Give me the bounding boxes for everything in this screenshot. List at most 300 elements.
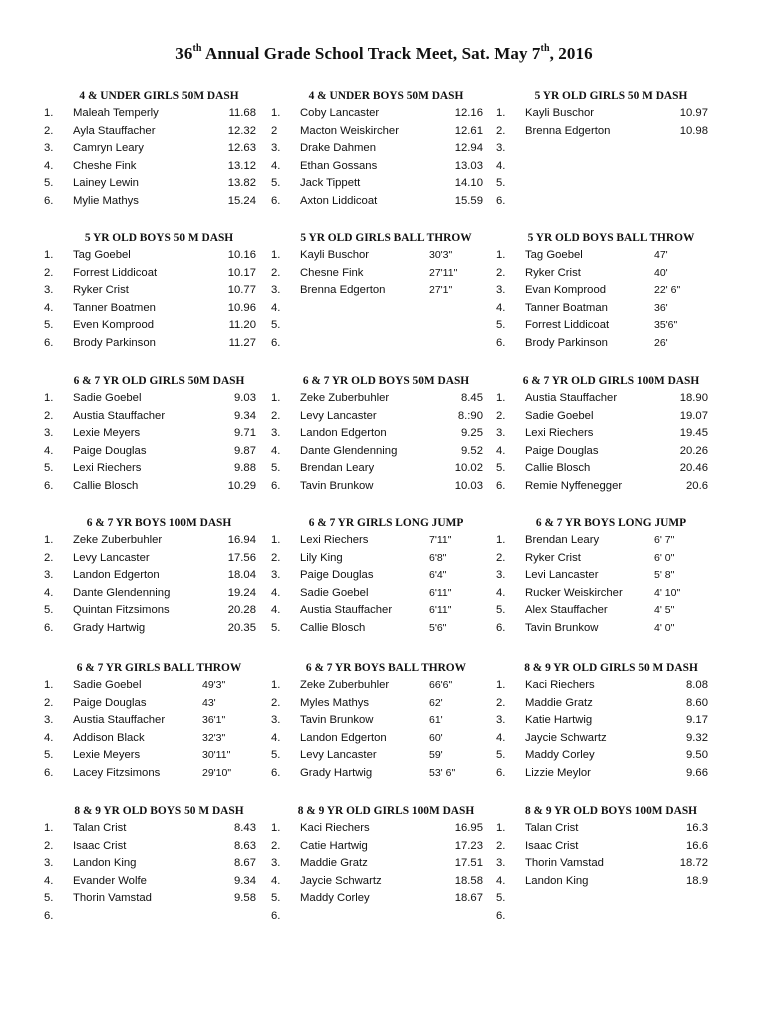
title-part: 36 — [175, 44, 193, 63]
result-row — [271, 532, 501, 550]
result-row — [44, 300, 274, 318]
event-title: 8 & 9 YR OLD BOYS 100M DASH — [524, 805, 698, 817]
result-row — [271, 695, 501, 713]
result-mark: 30'3" — [429, 249, 453, 261]
athlete-name: Paige Douglas — [525, 444, 599, 457]
placing: 1. — [271, 534, 281, 546]
result-row — [271, 282, 501, 300]
athlete-name: Forrest Liddicoat — [525, 319, 610, 332]
result-row — [271, 873, 501, 891]
placing: 3. — [271, 569, 281, 582]
result-row — [44, 873, 274, 891]
athlete-name: Alex Stauffacher — [525, 604, 608, 617]
result-mark: 60' — [429, 731, 443, 744]
result-row — [496, 567, 726, 585]
placing: 6. — [44, 621, 54, 634]
event-title: 6 & 7 YR BOYS LONG JUMP — [535, 517, 687, 529]
placing: 2. — [496, 266, 506, 279]
athlete-name: Catie Hartwig — [300, 839, 368, 852]
athlete-name: Landon Edgerton — [300, 427, 387, 440]
result-row — [271, 908, 501, 926]
result-row — [496, 443, 726, 461]
result-row — [44, 140, 274, 158]
placing: 1. — [496, 249, 506, 261]
placing: 1. — [496, 679, 506, 691]
event-title: 6 & 7 YR GIRLS LONG JUMP — [308, 517, 464, 529]
result-mark: 43' — [202, 696, 216, 709]
event-title: 6 & 7 YR BOYS 100M DASH — [86, 517, 232, 529]
athlete-name: Austia Stauffacher — [300, 604, 393, 617]
result-row — [496, 908, 726, 926]
athlete-name: Camryn Leary — [73, 142, 144, 155]
result-mark: 4' 5" — [654, 604, 675, 617]
placing: 2. — [271, 409, 281, 422]
placing: 3. — [44, 714, 54, 727]
placing: 3. — [496, 142, 506, 155]
placing: 3. — [496, 569, 506, 582]
event-title: 8 & 9 YR OLD GIRLS 50 M DASH — [524, 662, 698, 674]
result-mark: 17.51 — [454, 857, 483, 870]
result-row — [496, 747, 726, 765]
result-row — [271, 408, 501, 426]
result-mark: 12.16 — [454, 107, 483, 119]
result-row — [44, 247, 274, 265]
athlete-name: Coby Lancaster — [300, 107, 380, 119]
athlete-name: Ethan Gossans — [300, 159, 378, 172]
athlete-name: Isaac Crist — [73, 839, 127, 852]
placing: 1. — [271, 107, 281, 119]
result-row — [271, 855, 501, 873]
athlete-name: Zeke Zuberbuhler — [300, 392, 390, 404]
placing: 5. — [496, 177, 506, 190]
result-row — [44, 532, 274, 550]
placing: 6. — [44, 479, 54, 492]
result-row — [496, 140, 726, 158]
placing: 4. — [271, 159, 281, 172]
event-section — [271, 230, 501, 353]
result-mark: 19.45 — [679, 427, 708, 440]
athlete-name: Lizzie Meylor — [525, 766, 591, 779]
result-row — [271, 300, 501, 318]
result-row — [496, 193, 726, 211]
athlete-name: Levy Lancaster — [300, 409, 377, 422]
athlete-name: Thorin Vamstad — [525, 857, 604, 870]
placing: 2. — [496, 124, 506, 137]
result-row — [271, 585, 501, 603]
result-mark: 40' — [654, 266, 668, 279]
athlete-name: Brenna Edgerton — [525, 124, 611, 137]
event-title: 4 & UNDER GIRLS 50M DASH — [79, 90, 239, 102]
result-mark: 61' — [429, 714, 443, 727]
result-row — [44, 335, 274, 353]
placing: 5. — [496, 749, 506, 762]
result-row — [496, 478, 726, 496]
placing: 1. — [44, 679, 54, 691]
placing: 4. — [496, 444, 506, 457]
result-mark: 6'4" — [429, 569, 447, 582]
result-mark: 9.03 — [234, 392, 256, 404]
result-row — [496, 105, 726, 123]
result-row — [271, 712, 501, 730]
placing: 6. — [496, 909, 506, 922]
result-row — [44, 747, 274, 765]
result-mark: 20.46 — [679, 462, 708, 475]
placing: 5. — [271, 621, 281, 634]
placing: 5. — [44, 749, 54, 762]
event-title: 8 & 9 YR OLD GIRLS 100M DASH — [297, 805, 475, 817]
result-mark: 62' — [429, 696, 443, 709]
result-mark: 30'11" — [202, 749, 231, 762]
result-row — [271, 747, 501, 765]
result-mark: 12.63 — [227, 142, 256, 155]
result-row — [271, 602, 501, 620]
result-row — [271, 890, 501, 908]
athlete-name: Jack Tippett — [300, 177, 361, 190]
athlete-name: Quintan Fitzsimons — [73, 604, 170, 617]
event-section — [496, 230, 726, 353]
result-row — [44, 730, 274, 748]
placing: 4. — [496, 874, 506, 887]
athlete-name: Callie Blosch — [525, 462, 591, 475]
result-mark: 49'3" — [202, 679, 226, 691]
placing: 3. — [496, 427, 506, 440]
athlete-name: Lexi Riechers — [300, 534, 369, 546]
placing: 1. — [271, 679, 281, 691]
placing: 4. — [44, 301, 54, 314]
result-row — [44, 890, 274, 908]
result-mark: 19.24 — [227, 586, 256, 599]
athlete-name: Levy Lancaster — [300, 749, 377, 762]
result-mark: 8.:90 — [457, 409, 483, 422]
placing: 6. — [271, 766, 281, 779]
result-mark: 4' 10" — [654, 586, 681, 599]
event-section — [496, 660, 726, 783]
result-row — [496, 765, 726, 783]
result-mark: 10.98 — [679, 124, 708, 137]
athlete-name: Brendan Leary — [525, 534, 600, 546]
athlete-name: Tag Goebel — [525, 249, 583, 261]
placing: 3. — [271, 857, 281, 870]
result-mark: 9.50 — [686, 749, 708, 762]
athlete-name: Lainey Lewin — [73, 177, 139, 190]
result-row — [44, 602, 274, 620]
placing: 3. — [271, 142, 281, 155]
athlete-name: Rucker Weiskircher — [525, 586, 623, 599]
athlete-name: Remie Nyffenegger — [525, 479, 623, 492]
placing: 2. — [496, 551, 506, 564]
result-mark: 9.87 — [234, 444, 256, 457]
result-mark: 17.23 — [454, 839, 483, 852]
result-row — [496, 730, 726, 748]
placing: 2. — [44, 124, 54, 137]
result-mark: 12.32 — [227, 124, 256, 137]
athlete-name: Kayli Buschor — [300, 249, 370, 261]
placing: 3. — [496, 714, 506, 727]
placing: 4. — [44, 444, 54, 457]
result-mark: 36'1" — [202, 714, 226, 727]
placing: 3. — [271, 284, 281, 297]
placing: 5. — [496, 319, 506, 332]
placing: 3. — [44, 284, 54, 297]
athlete-name: Brendan Leary — [300, 462, 375, 475]
result-row — [271, 443, 501, 461]
athlete-name: Landon King — [73, 857, 137, 870]
result-mark: 22' 6" — [654, 284, 681, 297]
result-row — [271, 425, 501, 443]
event-section — [44, 803, 274, 926]
placing: 4. — [496, 586, 506, 599]
result-row — [44, 765, 274, 783]
event-section — [496, 88, 726, 211]
placing: 1. — [44, 392, 54, 404]
result-mark: 8.63 — [234, 839, 256, 852]
result-row — [496, 677, 726, 695]
result-row — [44, 620, 274, 638]
result-row — [271, 247, 501, 265]
result-row — [44, 585, 274, 603]
result-mark: 8.60 — [686, 696, 708, 709]
result-mark: 18.90 — [679, 392, 708, 404]
athlete-name: Paige Douglas — [73, 696, 147, 709]
result-mark: 32'3" — [202, 731, 226, 744]
placing: 1. — [44, 822, 54, 834]
result-row — [44, 838, 274, 856]
athlete-name: Lily King — [300, 551, 343, 564]
event-section — [44, 515, 274, 638]
athlete-name: Landon Edgerton — [73, 569, 160, 582]
event-section — [271, 515, 501, 638]
athlete-name: Tanner Boatmen — [73, 301, 156, 314]
result-mark: 10.16 — [227, 249, 256, 261]
placing: 6. — [271, 336, 281, 349]
athlete-name: Austia Stauffacher — [73, 714, 166, 727]
placing: 3. — [271, 714, 281, 727]
placing: 1. — [496, 392, 506, 404]
result-mark: 9.58 — [234, 892, 256, 905]
placing: 4. — [44, 874, 54, 887]
athlete-name: Kaci Riechers — [300, 822, 370, 834]
placing: 6. — [44, 336, 54, 349]
athlete-name: Lexie Meyers — [73, 427, 141, 440]
athlete-name: Maleah Temperly — [73, 107, 159, 119]
placing: 2. — [44, 839, 54, 852]
placing: 2. — [271, 551, 281, 564]
athlete-name: Sadie Goebel — [73, 679, 142, 691]
athlete-name: Evander Wolfe — [73, 874, 147, 887]
athlete-name: Austia Stauffacher — [73, 409, 166, 422]
result-mark: 18.67 — [454, 892, 483, 905]
athlete-name: Tanner Boatman — [525, 301, 608, 314]
placing: 5. — [271, 749, 281, 762]
athlete-name: Jaycie Schwartz — [300, 874, 382, 887]
result-row — [271, 677, 501, 695]
result-row — [44, 478, 274, 496]
athlete-name: Lexie Meyers — [73, 749, 141, 762]
placing: 3. — [271, 427, 281, 440]
result-mark: 10.96 — [227, 301, 256, 314]
result-mark: 13.03 — [454, 159, 483, 172]
placing: 4. — [271, 586, 281, 599]
athlete-name: Cheshe Fink — [73, 159, 137, 172]
result-mark: 9.66 — [686, 766, 708, 779]
result-row — [44, 282, 274, 300]
result-mark: 47' — [654, 249, 668, 261]
athlete-name: Tavin Brunkow — [300, 479, 374, 492]
athlete-name: Ryker Crist — [525, 551, 581, 564]
placing: 6. — [44, 766, 54, 779]
result-mark: 20.26 — [679, 444, 708, 457]
result-row — [496, 390, 726, 408]
placing: 5. — [496, 892, 506, 905]
result-row — [496, 282, 726, 300]
event-section — [44, 373, 274, 496]
placing: 5. — [271, 462, 281, 475]
athlete-name: Grady Hartwig — [300, 766, 373, 779]
event-section — [44, 88, 274, 211]
result-mark: 9.34 — [234, 409, 256, 422]
result-row — [271, 265, 501, 283]
result-row — [44, 695, 274, 713]
result-mark: 8.45 — [461, 392, 483, 404]
placing: 6. — [44, 909, 54, 922]
result-mark: 20.28 — [227, 604, 256, 617]
title-part: , 2016 — [549, 44, 593, 63]
result-mark: 26' — [654, 336, 668, 349]
athlete-name: Lacey Fitzsimons — [73, 766, 161, 779]
athlete-name: Kaci Riechers — [525, 679, 595, 691]
result-row — [271, 158, 501, 176]
placing: 1. — [271, 249, 281, 261]
result-mark: 9.52 — [461, 444, 483, 457]
athlete-name: Kayli Buschor — [525, 107, 595, 119]
result-mark: 36' — [654, 301, 668, 314]
result-row — [44, 712, 274, 730]
result-mark: 16.3 — [686, 822, 708, 834]
athlete-name: Evan Komprood — [525, 284, 607, 297]
placing: 4. — [496, 731, 506, 744]
result-mark: 18.9 — [686, 874, 708, 887]
event-title: 6 & 7 YR GIRLS BALL THROW — [76, 662, 242, 674]
athlete-name: Landon Edgerton — [300, 731, 387, 744]
result-row — [496, 300, 726, 318]
athlete-name: Talan Crist — [73, 822, 127, 834]
result-row — [44, 105, 274, 123]
athlete-name: Maddie Gratz — [300, 857, 368, 870]
result-mark: 17.56 — [227, 551, 256, 564]
result-mark: 9.71 — [234, 427, 256, 440]
athlete-name: Ryker Crist — [525, 266, 581, 279]
result-row — [496, 532, 726, 550]
result-row — [496, 550, 726, 568]
placing: 2. — [271, 839, 281, 852]
placing: 2. — [44, 551, 54, 564]
placing: 1. — [44, 249, 54, 261]
placing: 2. — [496, 696, 506, 709]
placing: 1. — [496, 534, 506, 546]
athlete-name: Maddy Corley — [525, 749, 595, 762]
result-row — [496, 838, 726, 856]
event-section — [44, 230, 274, 353]
placing: 6. — [271, 909, 281, 922]
title-sup: th — [192, 43, 202, 55]
result-mark: 6' 7" — [654, 534, 675, 546]
athlete-name: Callie Blosch — [73, 479, 139, 492]
event-title: 5 YR OLD BOYS 50 M DASH — [84, 232, 234, 244]
event-section — [271, 88, 501, 211]
result-mark: 18.58 — [454, 874, 483, 887]
result-mark: 13.82 — [227, 177, 256, 190]
athlete-name: Axton Liddicoat — [300, 194, 378, 207]
event-section — [271, 373, 501, 496]
result-row — [496, 712, 726, 730]
athlete-name: Drake Dahmen — [300, 142, 376, 155]
event-title: 5 YR OLD GIRLS 50 M DASH — [534, 90, 688, 102]
result-mark: 6'11" — [429, 604, 452, 617]
result-mark: 12.94 — [454, 142, 483, 155]
athlete-name: Zeke Zuberbuhler — [300, 679, 390, 691]
athlete-name: Tavin Brunkow — [300, 714, 374, 727]
result-mark: 10.17 — [227, 266, 256, 279]
result-row — [496, 158, 726, 176]
result-row — [496, 425, 726, 443]
title-part: Annual Grade School Track Meet, Sat. May 7 — [201, 44, 541, 63]
result-mark: 29'10" — [202, 766, 232, 779]
result-mark: 27'11" — [429, 266, 458, 279]
placing: 2. — [44, 696, 54, 709]
result-mark: 35'6" — [654, 319, 678, 332]
athlete-name: Levi Lancaster — [525, 569, 599, 582]
placing: 6. — [496, 766, 506, 779]
placing: 4. — [44, 586, 54, 599]
athlete-name: Sadie Goebel — [300, 586, 369, 599]
result-mark: 18.72 — [679, 857, 708, 870]
athlete-name: Lexi Riechers — [73, 462, 142, 475]
result-row — [44, 408, 274, 426]
placing: 6. — [496, 336, 506, 349]
result-row — [44, 390, 274, 408]
placing: 3. — [44, 569, 54, 582]
placing: 6. — [271, 479, 281, 492]
athlete-name: Dante Glendenning — [73, 586, 171, 599]
result-mark: 27'1" — [429, 284, 453, 297]
event-title: 8 & 9 YR OLD BOYS 50 M DASH — [74, 805, 244, 817]
placing: 5. — [44, 604, 54, 617]
result-row — [496, 247, 726, 265]
result-row — [271, 550, 501, 568]
result-row — [44, 908, 274, 926]
result-row — [271, 175, 501, 193]
placing: 1. — [271, 392, 281, 404]
result-row — [496, 123, 726, 141]
title-sup: th — [540, 43, 550, 55]
result-row — [271, 620, 501, 638]
result-row — [271, 335, 501, 353]
result-mark: 5'6" — [429, 621, 447, 634]
placing: 2. — [496, 839, 506, 852]
athlete-name: Callie Blosch — [300, 621, 366, 634]
placing: 4. — [271, 604, 281, 617]
result-row — [496, 335, 726, 353]
placing: 3. — [496, 857, 506, 870]
result-row — [44, 425, 274, 443]
placing: 5. — [496, 604, 506, 617]
result-row — [271, 765, 501, 783]
result-mark: 16.95 — [454, 822, 483, 834]
placing: 5. — [44, 892, 54, 905]
result-mark: 9.17 — [686, 714, 708, 727]
result-mark: 7'11" — [429, 534, 452, 546]
result-row — [496, 820, 726, 838]
